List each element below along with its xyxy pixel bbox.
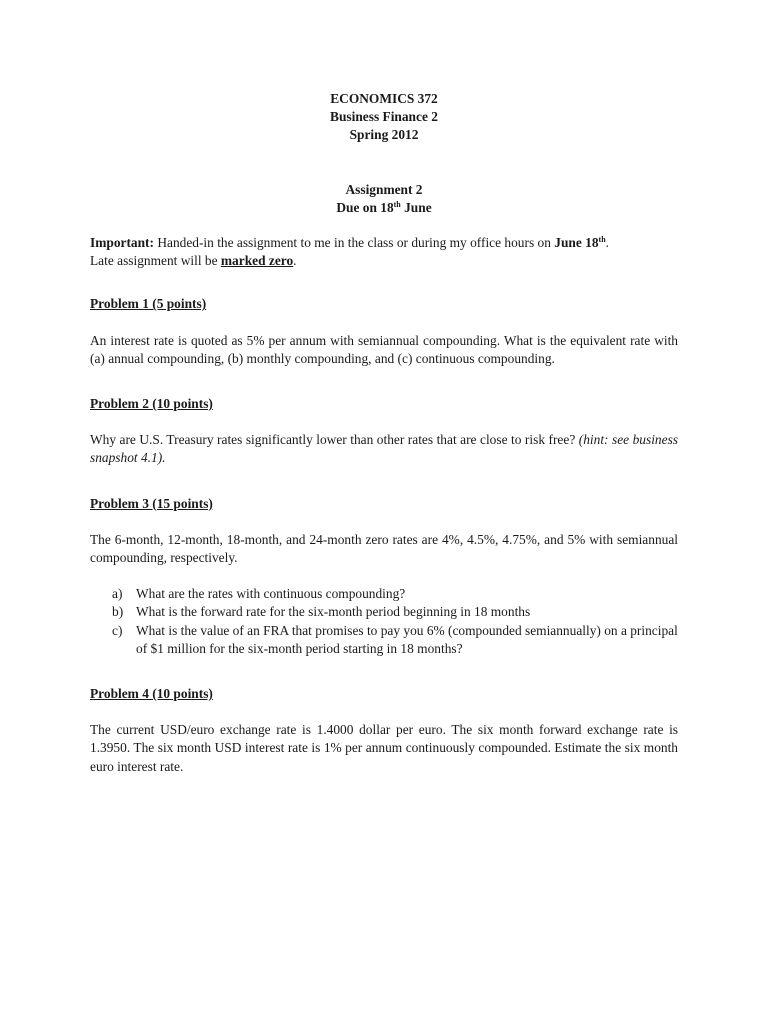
late-prefix: Late assignment will be xyxy=(90,253,221,269)
course-term: Spring 2012 xyxy=(349,127,419,143)
list-item xyxy=(90,585,678,603)
item-text: What is the value of an FRA that promises to pay you 6% (compounded semiannually) on a principal of $1 million for the six-month period starting in 18 months? xyxy=(136,622,678,656)
important-date: June 18 xyxy=(554,235,599,251)
course-header xyxy=(90,90,678,145)
assignment-header xyxy=(90,181,678,217)
assignment-due-date xyxy=(90,199,678,217)
due-sup: th xyxy=(393,199,401,209)
problem-2-text: Why are U.S. Treasury rates significantly lower than other rates that are close to risk free? xyxy=(90,432,579,448)
problem-1-body: An interest rate is quoted as 5% per annum with semiannual compounding. What is the equivalent rate with (a) annual compounding, (b) monthly compounding, and (c) continuous compounding. xyxy=(90,332,678,366)
problem-2-hint: (hint: see business snapshot 4.1). xyxy=(90,432,678,466)
problem-2-heading: Problem 2 (10 points) xyxy=(90,396,213,412)
due-suffix: June xyxy=(400,199,432,215)
item-text: What is the forward rate for the six-month period beginning in 18 months xyxy=(136,604,531,620)
important-label: Important: xyxy=(90,235,154,251)
late-marked-zero: marked zero xyxy=(220,253,294,269)
document-page xyxy=(90,90,678,776)
important-date-sup: th xyxy=(598,235,606,245)
problem-3-body: The 6-month, 12-month, 18-month, and 24-month zero rates are 4%, 4.5%, 4.75%, and 5% with semiannual compounding, respectively. xyxy=(90,531,678,566)
item-text: What are the rates with continuous compounding? xyxy=(136,586,406,602)
problem-3-subquestions xyxy=(90,585,678,658)
problem-4-body: The current USD/euro exchange rate is 1.4000 dollar per euro. The six month forward exchange rate is 1.3950. The six month USD interest rate is 1% per annum continuously compounded. Estimate the six month euro interest rate. xyxy=(90,722,678,774)
item-marker: c) xyxy=(112,622,123,638)
problem-3-heading: Problem 3 (15 points) xyxy=(90,495,213,511)
problem-2-body xyxy=(90,431,678,467)
important-text-b: . xyxy=(605,235,610,251)
problem-1-heading: Problem 1 (5 points) xyxy=(90,296,207,312)
course-subtitle: Business Finance 2 xyxy=(330,109,438,125)
list-item xyxy=(90,622,678,658)
late-suffix: . xyxy=(293,253,297,269)
list-item xyxy=(90,603,678,621)
item-marker: a) xyxy=(112,586,123,602)
course-code: ECONOMICS 372 xyxy=(330,91,438,106)
important-notice xyxy=(90,234,678,270)
important-text-a: Handed-in the assignment to me in the class or during my office hours on xyxy=(153,235,555,251)
item-marker: b) xyxy=(112,604,124,620)
assignment-title: Assignment 2 xyxy=(345,181,423,197)
problem-4-heading: Problem 4 (10 points) xyxy=(90,686,213,702)
due-prefix: Due on 18 xyxy=(336,199,394,215)
